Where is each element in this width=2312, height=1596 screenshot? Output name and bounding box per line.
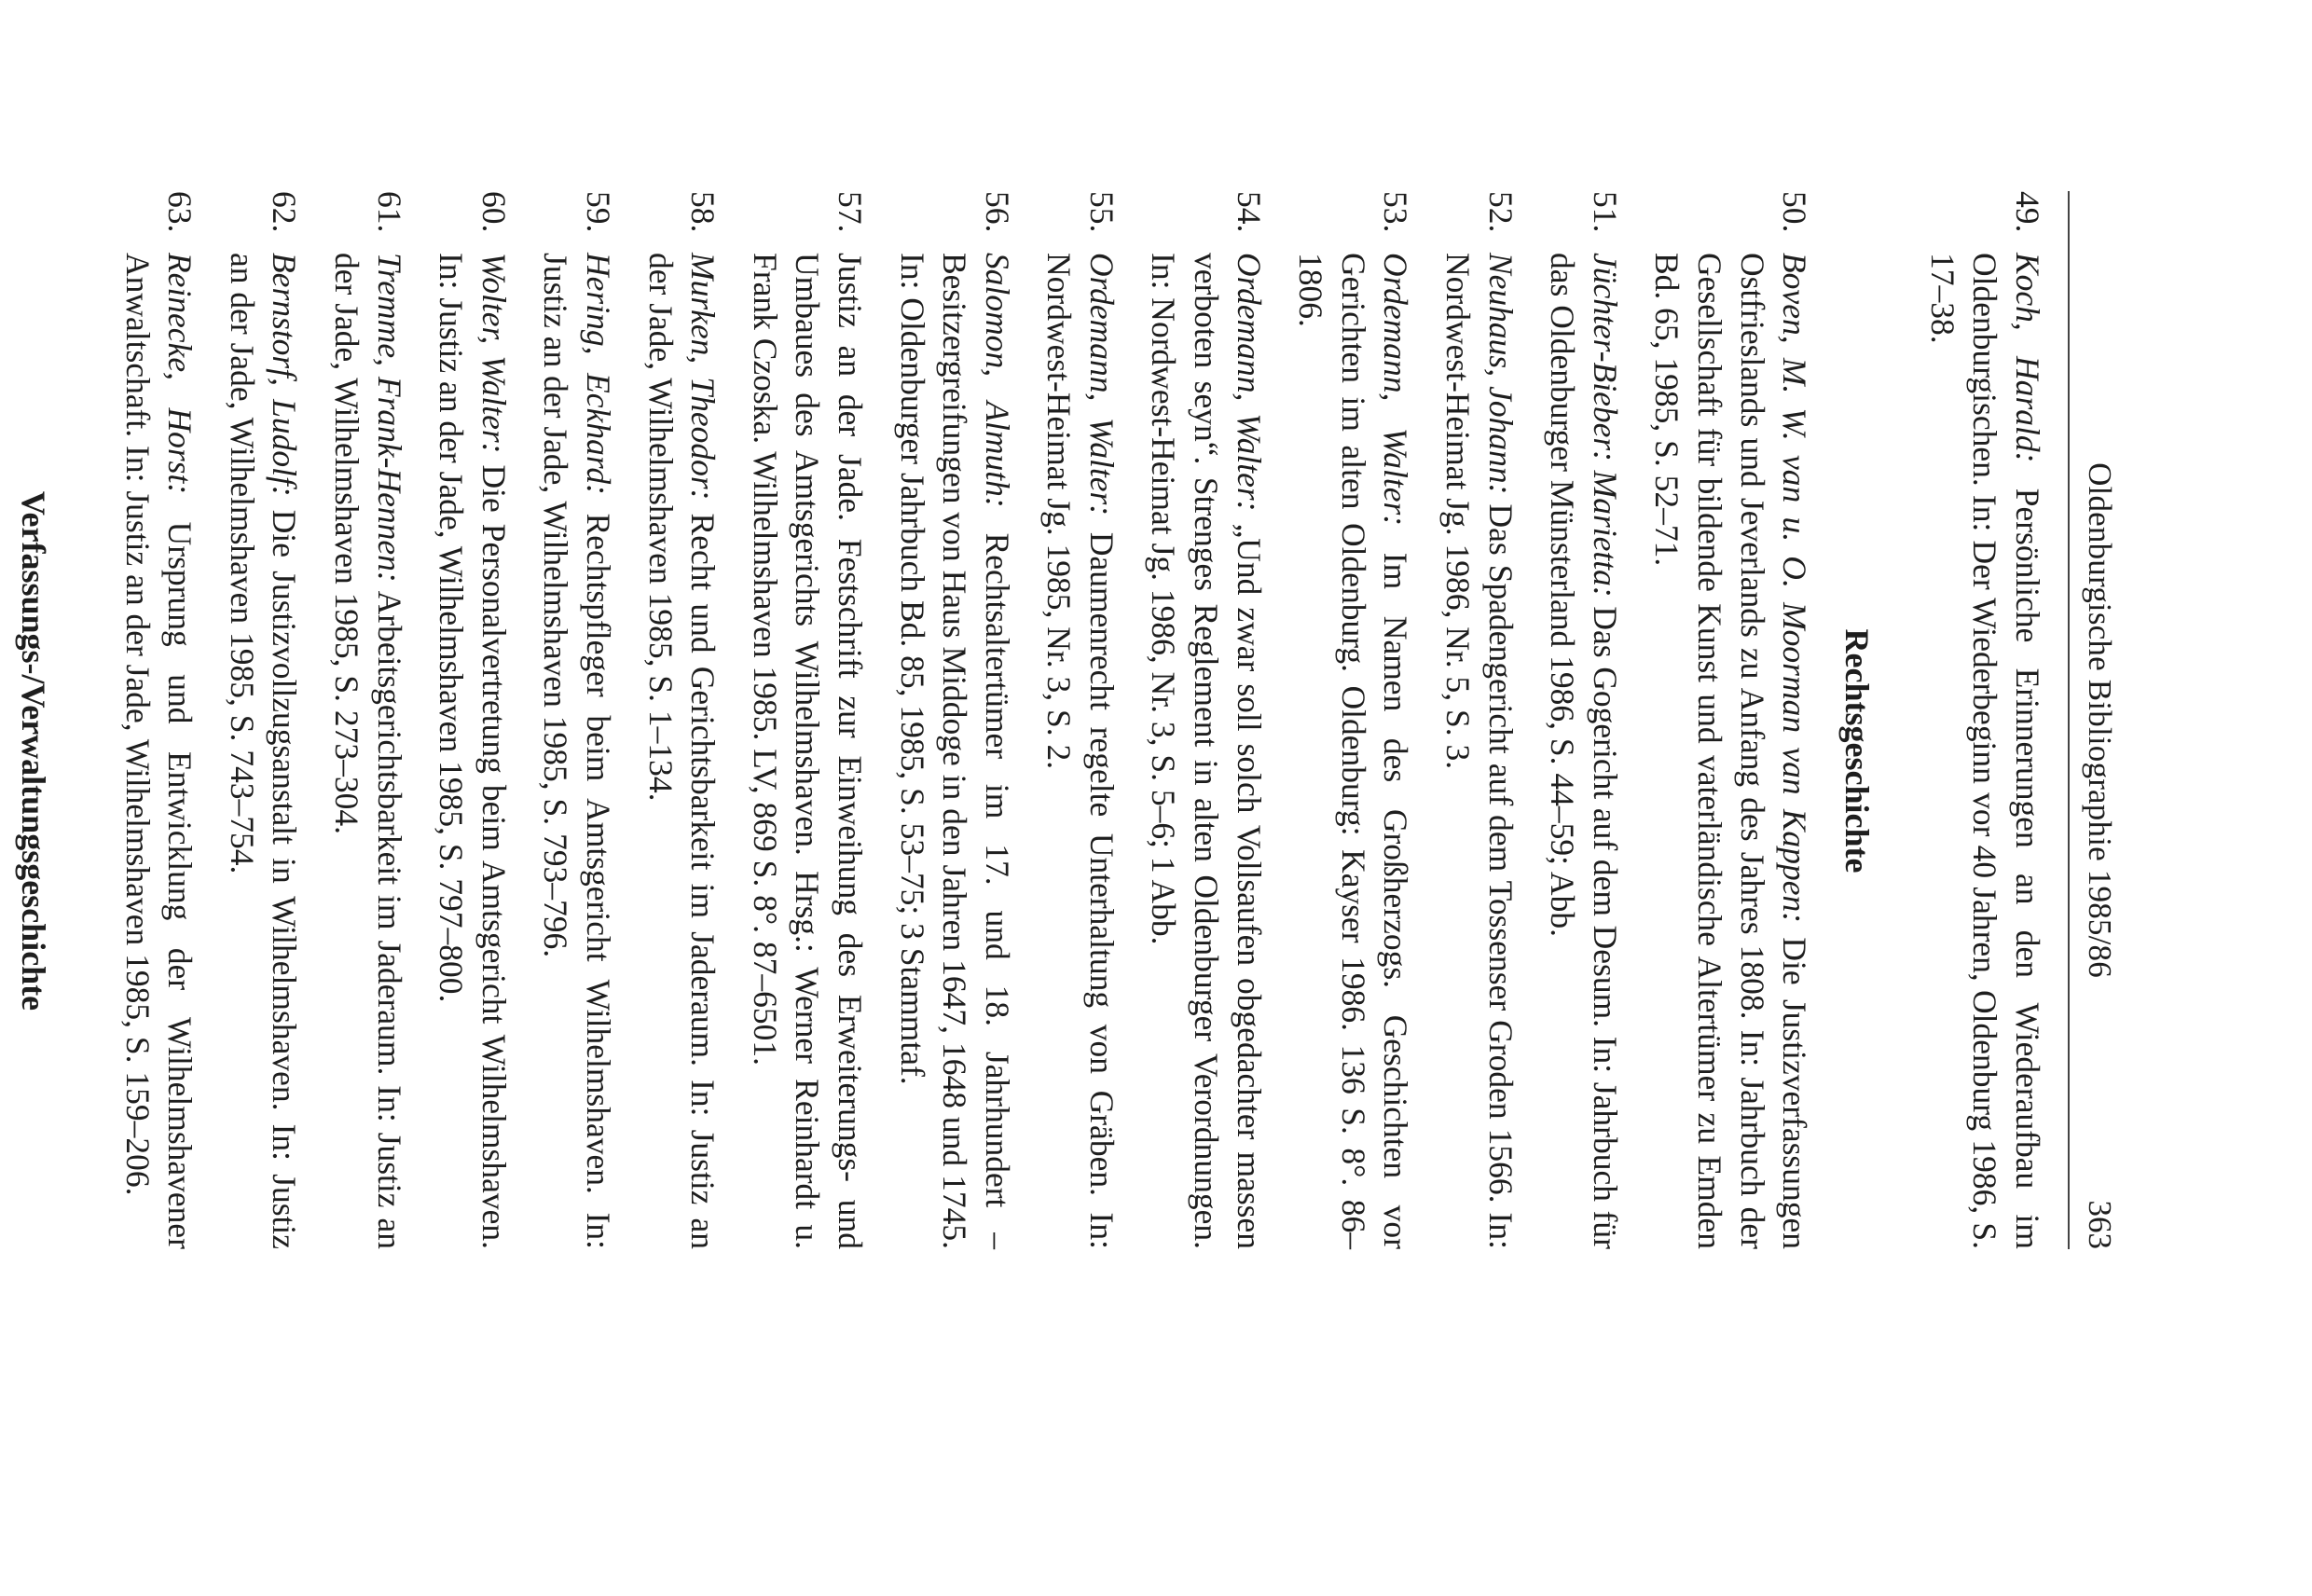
bibliography-entry xyxy=(1038,191,1122,1249)
entry-author: Murken, Theodor: xyxy=(684,253,722,501)
entry-text xyxy=(1289,253,1417,1249)
bibliography-entry xyxy=(639,191,723,1249)
entry-author: Reinecke, Horst: xyxy=(161,253,200,495)
entry-citation: Rechtspfleger beim Amtsgericht Wilhelmshaven. In: Justiz an der Jade, Wilhelmshaven 1985, S. 793–796. xyxy=(537,253,617,1249)
entry-citation: Recht und Gerichtsbarkeit im Jaderaum. In: Justiz an der Jade, Wilhelmshaven 1985, S. 1–134. xyxy=(641,253,722,1249)
running-head xyxy=(2068,191,2126,1249)
bibliography-entry xyxy=(1541,191,1626,1249)
entry-number: 61. xyxy=(370,191,408,233)
entry-number: 50. xyxy=(1776,191,1814,233)
bibliography-entry xyxy=(430,191,515,1249)
running-head-title: Oldenburgische Bibliographie 1985/86 xyxy=(2082,462,2118,978)
entry-text xyxy=(890,253,1018,1249)
entry-text xyxy=(324,253,409,1249)
entry-author: Jüchter-Bieber: Marietta: xyxy=(1586,253,1624,598)
entry-citation: Daumenrecht regelte Unterhaltung von Gräben. In: Nordwest-Heimat Jg. 1985, Nr. 3, S. 2. xyxy=(1040,253,1121,1249)
entry-citation: Das Gogericht auf dem Desum. In: Jahrbuch für das Oldenburger Münsterland 1986, S. 44–59; Abb. xyxy=(1544,253,1624,1249)
page-number: 363 xyxy=(2082,1200,2118,1249)
bibliography-entry xyxy=(1142,191,1270,1249)
bibliography-entry xyxy=(1289,191,1417,1249)
entry-number: 49. xyxy=(2009,191,2046,233)
entry-author: Ordemann, Walter: xyxy=(1377,253,1415,527)
entry-author: Koch, Harald: xyxy=(2009,253,2046,463)
entry-number: 59. xyxy=(579,191,617,233)
bibliography-entry xyxy=(1645,191,1815,1249)
entry-number: 54. xyxy=(1230,191,1268,233)
entry-number: 52. xyxy=(1481,191,1520,233)
entry-citation: Justiz an der Jade. Festschrift zur Einweihung des Erweiterungs- und Umbaues des Amtsgerichts Wilhelmshaven. Hrsg.: Werner Reinhardt u. Frank Czoska. Wilhelmshaven 1985. LV, 869 S. 8°. 87–6501. xyxy=(746,253,869,1249)
entry-number: 60. xyxy=(475,191,513,233)
entry-citation: Arbeitsgerichtsbarkeit im Jaderaum. In: Justiz an der Jade, Wilhelmshaven 1985, S. 273–304. xyxy=(328,253,408,1249)
entry-text xyxy=(1645,253,1815,1249)
entry-citation: „Und zwar soll solch Vollsaufen obgedachter massen verboten seyn“. Strenges Reglement in alten Oldenburger Verordnungen. In: Nordwest-Heimat Jg. 1986, Nr. 3, S. 5–6; 1 Abb. xyxy=(1145,253,1268,1249)
entry-author: Tremme, Frank-Hennen: xyxy=(370,253,408,583)
entry-author: Neuhaus, Johann: xyxy=(1481,253,1520,495)
entry-citation: Im Namen des Großherzogs. Geschichten vor Gerichten im alten Oldenburg. Oldenburg: Kayser 1986. 136 S. 8°. 86–1806. xyxy=(1292,253,1415,1250)
entry-number: 56. xyxy=(978,191,1016,233)
entry-citation: Rechtsaltertümer im 17. und 18. Jahrhundert – Besitzergreifungen von Haus Middoge in den Jahren 1647, 1648 und 1745. In: Oldenburger Jahrbuch Bd. 85, 1985, S. 53–75; 3 Stammtaf. xyxy=(893,253,1016,1250)
entry-author: Ordemann, Walter: xyxy=(1230,253,1268,512)
entry-citation: Persönliche Erinnerungen an den Wiederaufbau im Oldenburgischen. In: Der Wiederbeginn vor 40 Jahren, Oldenburg 1986, S. 17–38. xyxy=(1923,253,2046,1249)
entry-number: 57. xyxy=(831,191,869,233)
entry-text xyxy=(1142,253,1270,1249)
entry-number: 51. xyxy=(1586,191,1624,233)
entry-text xyxy=(430,253,515,1249)
entry-author: Ordemann, Walter: xyxy=(1082,253,1121,516)
entry-text xyxy=(1541,253,1626,1249)
entry-author: Hering, Eckhard: xyxy=(579,253,617,495)
bibliography-entry xyxy=(220,191,305,1249)
bibliography-entry xyxy=(324,191,409,1249)
entry-number: 53. xyxy=(1377,191,1415,233)
bibliography-entry xyxy=(1436,191,1521,1249)
section-heading-verwaltungsgeschichte: Verfassungs-/Verwaltungsgeschichte xyxy=(15,490,53,1011)
entry-text xyxy=(743,253,871,1249)
entry-text xyxy=(1920,253,2048,1249)
entry-citation: Die Justizverfassungen Ostfrieslands und Jeverlands zu Anfang des Jahres 1808. In: Jahrbuch der Gesellschaft für bildende Kunst und vaterländische Altertümer zu Emden Bd. 65, 1985, S. 52–71. xyxy=(1648,253,1814,1249)
entry-number: 58. xyxy=(684,191,722,233)
bibliography-body xyxy=(0,191,2048,1249)
bibliography-entry xyxy=(743,191,871,1249)
entry-text xyxy=(1436,253,1521,1249)
entry-citation: Das Spadengericht auf dem Tossenser Groden 1566. In: Nordwest-Heimat Jg. 1986, Nr. 5, S. 3. xyxy=(1439,253,1520,1249)
entry-number: 63. xyxy=(161,191,200,233)
entry-citation: Die Personalvertretung beim Amtsgericht Wilhelmshaven. In: Justiz an der Jade, Wilhelmshaven 1985, S. 797–800. xyxy=(433,253,513,1249)
entry-number: 62. xyxy=(266,191,304,233)
bibliography-entry xyxy=(890,191,1018,1249)
entry-number: 55. xyxy=(1082,191,1121,233)
entry-text xyxy=(639,253,723,1249)
entry-author: Salomon, Almuth: xyxy=(978,253,1016,508)
bibliography-entry xyxy=(116,191,200,1249)
entry-citation: Die Justizvollzugsanstalt in Wilhelmshaven. In: Justiz an der Jade, Wilhelmshaven 1985, S. 743–754. xyxy=(223,253,304,1249)
bibliography-entry xyxy=(1920,191,2048,1249)
entry-author: Wolter, Walter: xyxy=(475,253,513,454)
entry-citation: Ursprung und Entwicklung der Wilhelmshavener Anwaltschaft. In: Justiz an der Jade, Wilhelmshaven 1985, S. 159–206. xyxy=(118,253,200,1249)
entry-author: Boven, M. W. van u. O. Moorman van Kappen: xyxy=(1776,253,1814,924)
entry-text xyxy=(116,253,200,1249)
entry-text xyxy=(220,253,305,1249)
entry-author: Bernstorf, Ludolf: xyxy=(266,253,304,497)
entry-text xyxy=(1038,253,1122,1249)
entry-text xyxy=(534,253,619,1249)
bibliography-entry xyxy=(534,191,619,1249)
section-heading-rechtsgeschichte: Rechtsgeschichte xyxy=(1838,628,1877,874)
